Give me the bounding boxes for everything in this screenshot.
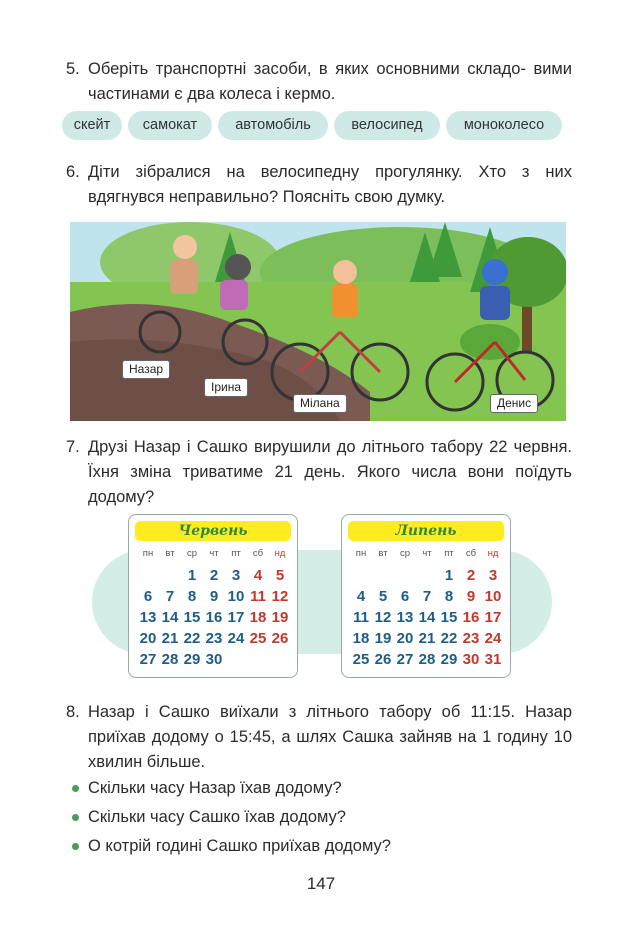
calendar-day: 3 — [231, 567, 241, 584]
weekday-label: ср — [186, 548, 198, 559]
calendar-day: 25 — [352, 651, 370, 668]
weekday-label: пн — [142, 548, 154, 559]
calendar-day: 9 — [466, 588, 476, 605]
calendar-day: 21 — [161, 630, 179, 647]
task-6 — [66, 160, 572, 210]
weekday-label: пт — [444, 548, 454, 559]
calendar-day: 23 — [462, 630, 480, 647]
task-8-text: Назар і Сашко виїхали з літнього табору об 11:15. Назар приїхав додому о 15:45, а шлях Сашка зайняв на 1 годину 10 хвилин більше. — [88, 703, 572, 771]
label-milana: Мілана — [293, 394, 347, 413]
calendar-day: 13 — [139, 609, 157, 626]
calendar-day: 5 — [378, 588, 388, 605]
bike-scene-drawing — [70, 222, 566, 421]
calendar-day: 2 — [466, 567, 476, 584]
option-chip[interactable]: скейт — [62, 111, 122, 140]
calendar-day: 12 — [374, 609, 392, 626]
calendar-day: 14 — [161, 609, 179, 626]
calendar-day: 4 — [253, 567, 263, 584]
calendar-day: 28 — [161, 651, 179, 668]
label-denys: Денис — [490, 394, 538, 413]
calendar-day: 14 — [418, 609, 436, 626]
calendar-day: 5 — [275, 567, 285, 584]
calendar-day: 29 — [440, 651, 458, 668]
task-6-number: 6. — [66, 163, 80, 181]
calendar-day: 27 — [396, 651, 414, 668]
calendar-day: 16 — [205, 609, 223, 626]
option-chip[interactable]: автомобіль — [218, 111, 328, 140]
weekday-label: вт — [165, 548, 175, 559]
page-number: 147 — [306, 874, 336, 893]
calendar-day: 19 — [271, 609, 289, 626]
calendar-day: 24 — [227, 630, 245, 647]
option-chip[interactable]: моноколесо — [446, 111, 562, 140]
calendar-day: 1 — [187, 567, 197, 584]
calendar-day: 8 — [187, 588, 197, 605]
empty-cell — [394, 565, 416, 586]
task-8-number: 8. — [66, 703, 80, 721]
weekday-label: пн — [355, 548, 367, 559]
calendar-day: 11 — [250, 588, 266, 605]
calendar-day: 2 — [209, 567, 219, 584]
empty-cell — [159, 565, 181, 586]
calendar-day: 31 — [484, 651, 502, 668]
task-6-text: Діти зібралися на велосипедну прогулянку. Хто з них вдягнувся неправильно? Поясніть свою думку. — [88, 163, 572, 206]
question-3: О котрій годині Сашко приїхав додому? — [88, 834, 391, 858]
calendar-day: 10 — [227, 588, 245, 605]
task-7 — [66, 435, 572, 510]
task-8 — [66, 700, 572, 775]
calendar-day: 13 — [396, 609, 414, 626]
option-chip[interactable]: самокат — [128, 111, 212, 140]
empty-cell — [350, 565, 372, 586]
calendar-day: 6 — [143, 588, 153, 605]
calendar-day: 27 — [139, 651, 157, 668]
vehicle-options — [62, 111, 574, 141]
calendar-day: 1 — [444, 567, 454, 584]
calendar-day: 15 — [440, 609, 458, 626]
calendar-day: 24 — [484, 630, 502, 647]
calendar-day: 30 — [462, 651, 480, 668]
calendar-day: 15 — [183, 609, 201, 626]
calendar-day: 6 — [400, 588, 410, 605]
calendar-day: 30 — [205, 651, 223, 668]
task-5-text: Оберіть транспортні засоби, в яких основними складо- вими частинами є два колеса і кермо. — [88, 60, 572, 103]
weekday-label: вт — [378, 548, 388, 559]
calendar-day: 16 — [462, 609, 480, 626]
weekday-header — [137, 548, 293, 559]
weekday-label: ср — [399, 548, 411, 559]
task-7-text: Друзі Назар і Сашко вирушили до літнього табору 22 червня. Їхня зміна триватиме 21 день. Якого числа вони поїдуть додому? — [88, 438, 572, 506]
calendar-day: 20 — [139, 630, 157, 647]
calendar-day: 23 — [205, 630, 223, 647]
calendar-days — [137, 565, 293, 670]
calendar-day: 7 — [165, 588, 175, 605]
calendar-month-title: Липень — [348, 521, 504, 541]
calendar-day: 20 — [396, 630, 414, 647]
question-2: Скільки часу Сашко їхав додому? — [88, 805, 346, 829]
option-chip[interactable]: велосипед — [334, 111, 440, 140]
calendar-day: 9 — [209, 588, 219, 605]
task-5 — [66, 57, 572, 107]
label-nazar: Назар — [122, 360, 170, 379]
bike-ride-illustration — [70, 222, 566, 421]
weekday-label: сб — [252, 548, 264, 559]
calendar-day: 3 — [488, 567, 498, 584]
calendar-day: 17 — [227, 609, 245, 626]
calendar-day: 25 — [249, 630, 267, 647]
calendar-day: 19 — [374, 630, 392, 647]
calendar-day: 18 — [352, 630, 370, 647]
calendar-day: 28 — [418, 651, 436, 668]
calendar-days — [350, 565, 506, 670]
calendar-day: 22 — [183, 630, 201, 647]
calendar-day: 7 — [422, 588, 432, 605]
empty-cell — [416, 565, 438, 586]
calendar-day: 12 — [271, 588, 289, 605]
calendar-july — [341, 514, 511, 678]
weekday-label: пт — [231, 548, 241, 559]
calendar-day: 17 — [484, 609, 502, 626]
calendar-day: 18 — [249, 609, 267, 626]
calendar-day: 11 — [353, 609, 369, 626]
weekday-header — [350, 548, 506, 559]
calendar-day: 21 — [418, 630, 436, 647]
calendar-day: 8 — [444, 588, 454, 605]
empty-cell — [372, 565, 394, 586]
weekday-label: сб — [465, 548, 477, 559]
task-7-number: 7. — [66, 438, 80, 456]
question-1: Скільки часу Назар їхав додому? — [88, 776, 342, 800]
calendar-day: 4 — [356, 588, 366, 605]
calendar-day: 26 — [271, 630, 289, 647]
weekday-label: нд — [274, 548, 286, 559]
calendar-day: 26 — [374, 651, 392, 668]
calendar-day: 22 — [440, 630, 458, 647]
empty-cell — [137, 565, 159, 586]
calendar-day: 10 — [484, 588, 502, 605]
calendar-june — [128, 514, 298, 678]
weekday-label: чт — [422, 548, 432, 559]
calendar-month-title: Червень — [135, 521, 291, 541]
task-5-number: 5. — [66, 60, 80, 78]
weekday-label: нд — [487, 548, 499, 559]
weekday-label: чт — [209, 548, 219, 559]
label-iryna: Ірина — [204, 378, 248, 397]
calendar-day: 29 — [183, 651, 201, 668]
